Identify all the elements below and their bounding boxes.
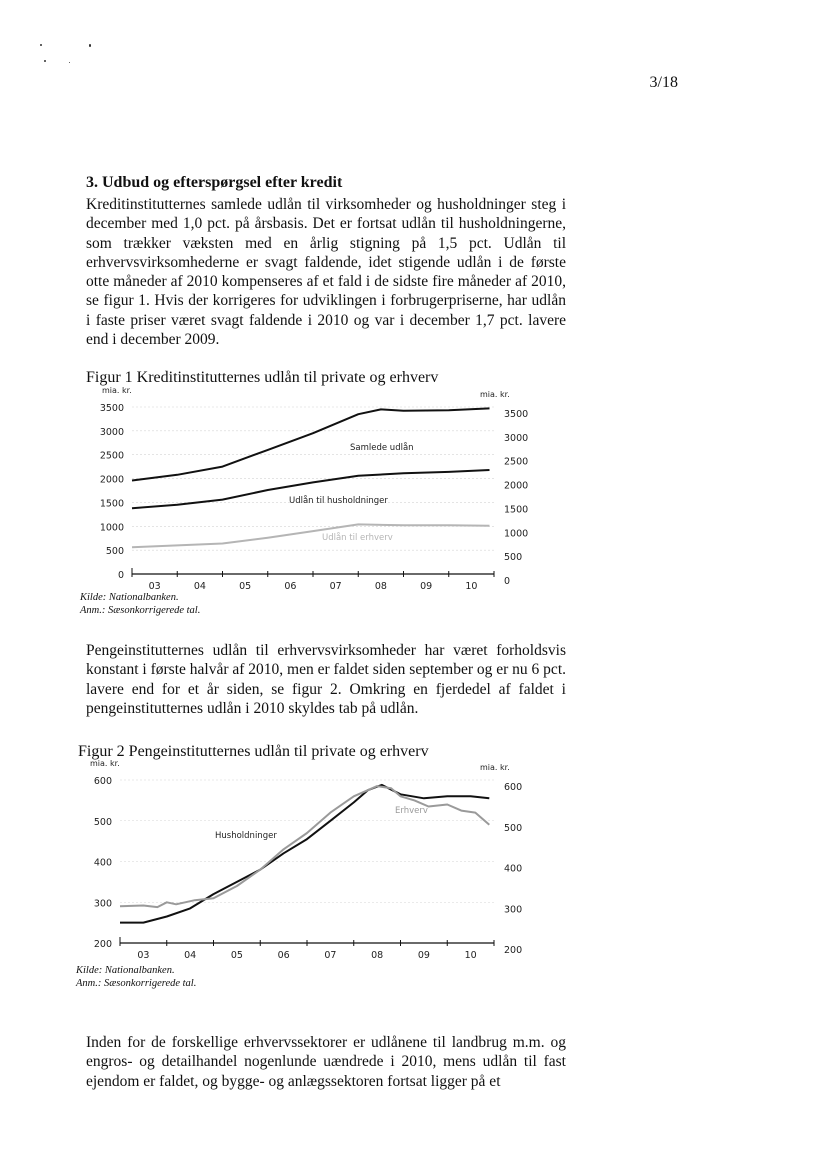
figure-2-plot xyxy=(90,759,522,961)
chart1-ylabel-left: mia. kr. xyxy=(102,386,132,395)
chart2-ytick-right-label: 200 xyxy=(504,945,523,956)
figure-2-chart xyxy=(60,758,560,968)
section-heading: 3. Udbud og efterspørgsel efter kredit xyxy=(86,174,343,191)
chart1-ytick-right-label: 500 xyxy=(504,552,523,564)
chart1-xtick-label: 08 xyxy=(374,581,387,592)
chart2-ytick-right-label: 600 xyxy=(504,782,523,793)
chart1-ylabel-right: mia. kr. xyxy=(480,390,510,399)
chart1-series-udlån-til-erhverv-line xyxy=(132,524,490,547)
chart1-xtick-label: 05 xyxy=(239,581,252,592)
chart1-ytick-left-label: 500 xyxy=(105,546,124,558)
chart1-xtick-label: 10 xyxy=(465,581,478,592)
figure-1-title: Figur 1 Kreditinstitutternes udlån til private og erhverv xyxy=(86,369,439,386)
chart2-xtick-label: 05 xyxy=(230,950,243,961)
chart1-series-samlede-udlån-line xyxy=(132,408,490,480)
figure-1-source: Kilde: Nationalbanken. xyxy=(80,592,179,603)
chart2-xtick-label: 03 xyxy=(137,950,150,961)
chart1-series-udlån-til-husholdninger-label: Udlån til husholdninger xyxy=(289,496,388,506)
chart1-xtick-label: 06 xyxy=(284,581,297,592)
chart2-xtick-label: 09 xyxy=(417,950,430,961)
chart1-ytick-left-label: 1000 xyxy=(99,522,124,534)
chart2-ytick-left-label: 200 xyxy=(93,939,112,950)
chart2-series-erhverv-label: Erhverv xyxy=(395,806,428,816)
chart1-ytick-right-label: 3500 xyxy=(504,409,529,420)
paragraph-2: Pengeinstitutternes udlån til erhvervsvirksomheder har været forholdsvis konstant i første halvår af 2010, men er faldet siden september og er nu 6 pct. lavere end for et år siden, se figur 2. Omkring en fjerdedel af faldet i pengeinstitutternes udlån i 2010 skyldes tab på udlån. xyxy=(86,642,566,717)
chart1-ytick-left-label: 3000 xyxy=(99,426,124,438)
chart1-xtick-label: 04 xyxy=(193,581,206,592)
chart1-ytick-right-label: 2000 xyxy=(504,480,529,492)
chart2-ytick-left-label: 300 xyxy=(93,898,112,910)
chart1-ytick-left-label: 1500 xyxy=(99,498,124,510)
chart2-ylabel-right: mia. kr. xyxy=(480,763,510,772)
figure-1-chart xyxy=(60,385,560,595)
figure-1-note: Anm.: Sæsonkorrigerede tal. xyxy=(80,604,201,616)
figure-2-notes xyxy=(76,965,196,990)
figure-2-title: Figur 2 Pengeinstitutternes udlån til private og erhverv xyxy=(78,743,429,760)
chart2-xtick-label: 10 xyxy=(464,950,477,961)
scan-speck xyxy=(40,44,42,46)
chart1-ytick-right-label: 2500 xyxy=(504,456,529,468)
chart1-xtick-label: 03 xyxy=(148,581,161,592)
chart2-ytick-right-label: 400 xyxy=(504,863,523,875)
chart2-ytick-left-label: 500 xyxy=(93,816,112,828)
paragraph-3: Inden for de forskellige erhvervssektorer er udlånene til landbrug m.m. og engros- og detailhandel nogenlunde uændrede i 2010, mens udlån til fast ejendom er faldet, og bygge- og anlægssektoren fortsat ligger på et xyxy=(86,1034,566,1090)
chart1-ytick-right-label: 1500 xyxy=(504,504,529,516)
chart1-ytick-left-label: 0 xyxy=(117,570,124,581)
chart1-ytick-left-label: 2500 xyxy=(99,450,124,462)
scan-speck xyxy=(89,44,91,47)
scan-speck xyxy=(69,62,70,63)
scan-speck xyxy=(44,60,46,62)
chart1-xtick-label: 07 xyxy=(329,581,342,592)
chart1-ytick-right-label: 1000 xyxy=(504,528,529,540)
chart2-series-erhverv-line xyxy=(120,786,489,907)
chart2-xtick-label: 07 xyxy=(324,950,337,961)
chart1-xtick-label: 09 xyxy=(420,581,433,592)
figure-2-note: Anm.: Sæsonkorrigerede tal. xyxy=(76,977,197,989)
paragraph-1: Kreditinstitutternes samlede udlån til virksomheder og husholdninger steg i december med 1,0 pct. på årsbasis. Det er fortsat udlån til husholdningerne, som trækker væksten med en årlig stigning på 1,5 pct. Udlån til erhvervsvirksomhederne er svagt faldende, idet stigende udlån i de første otte måneder af 2010 kompenseres af et fald i de sidste fire måneder af 2010, se figur 1. Hvis der korrigeres for udviklingen i forbrugerpriserne, har udlån i faste priser været svagt faldende i 2010 og var i december 1,7 pct. lavere end i december 2009. xyxy=(86,196,566,349)
chart1-ytick-left-label: 2000 xyxy=(99,474,124,486)
figure-2-source: Kilde: Nationalbanken. xyxy=(76,965,175,976)
chart2-ytick-right-label: 300 xyxy=(504,904,523,916)
chart2-xtick-label: 06 xyxy=(277,950,290,961)
figure-1-notes xyxy=(80,592,200,617)
chart2-ylabel-left: mia. kr. xyxy=(90,759,120,768)
chart1-ytick-right-label: 0 xyxy=(504,576,511,587)
page-number: 3/18 xyxy=(649,74,678,91)
figure-1-plot xyxy=(100,386,528,592)
chart2-xtick-label: 04 xyxy=(184,950,197,961)
chart1-ytick-left-label: 3500 xyxy=(99,403,124,414)
chart2-ytick-right-label: 500 xyxy=(504,822,523,834)
chart1-series-samlede-udlån-label: Samlede udlån xyxy=(350,443,414,453)
chart1-ytick-right-label: 3000 xyxy=(504,432,529,444)
chart2-series-husholdninger-label: Husholdninger xyxy=(215,831,277,841)
chart2-xtick-label: 08 xyxy=(371,950,384,961)
chart2-ytick-left-label: 600 xyxy=(93,776,112,787)
chart2-ytick-left-label: 400 xyxy=(93,857,112,869)
chart1-series-udlån-til-erhverv-label: Udlån til erhverv xyxy=(322,533,393,543)
